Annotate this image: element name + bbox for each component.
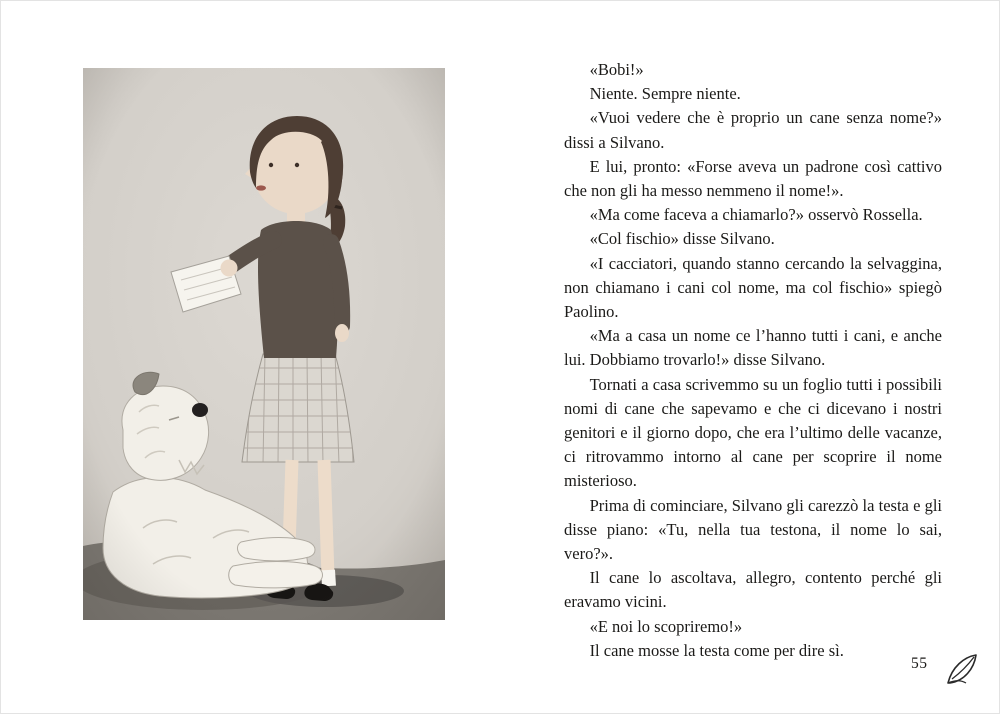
- paragraph: «I cacciatori, quando stanno cercando la selvaggina, non chiamano i cani col nome, ma col fischio» spiegò Paolino.: [564, 253, 942, 322]
- paragraph: «Col fischio» disse Silvano.: [589, 229, 775, 249]
- girl-and-dog-illustration: [83, 68, 445, 620]
- paragraph: «Vuoi vedere che è proprio un cane senza nome?» dissi a Silvano.: [564, 108, 942, 152]
- paragraph: Niente. Sempre niente.: [589, 84, 741, 104]
- page-number: 55: [911, 655, 928, 672]
- paragraph: Il cane mosse la testa come per dire sì.: [589, 640, 844, 660]
- paragraph: «Bobi!»: [589, 60, 644, 79]
- paragraph: «E noi lo scopriremo!»: [589, 616, 743, 636]
- paragraph: Tornati a casa scrivemmo su un foglio tutti i possibili nomi di cane che sapevamo e che ci dicevano i nostri genitori e il giorno dopo, che era l’ultimo delle vacanze, ci ritrovammo intorno al cane per scoprire il nome misterioso.: [564, 374, 942, 491]
- publisher-logo-icon: [942, 649, 982, 689]
- paragraph: «Ma come faceva a chiamarlo?» osservò Rossella.: [589, 205, 923, 225]
- illustration-figure: [83, 68, 445, 620]
- paragraph: Prima di cominciare, Silvano gli carezzò la testa e gli disse piano: «Tu, nella tua testona, il nome lo sai, vero?».: [564, 495, 942, 564]
- illustration-vignette: [83, 68, 445, 620]
- paragraph: Il cane lo ascoltava, allegro, contento perché gli eravamo vicini.: [564, 568, 942, 612]
- paragraph: E lui, pronto: «Forse aveva un padrone così cattivo che non gli ha messo nemmeno il nome!».: [564, 156, 942, 201]
- paragraph: «Ma a casa un nome ce l’hanno tutti i cani, e anche lui. Dobbiamo trovarlo!» disse Silvano.: [564, 326, 942, 370]
- text-column: [564, 58, 942, 663]
